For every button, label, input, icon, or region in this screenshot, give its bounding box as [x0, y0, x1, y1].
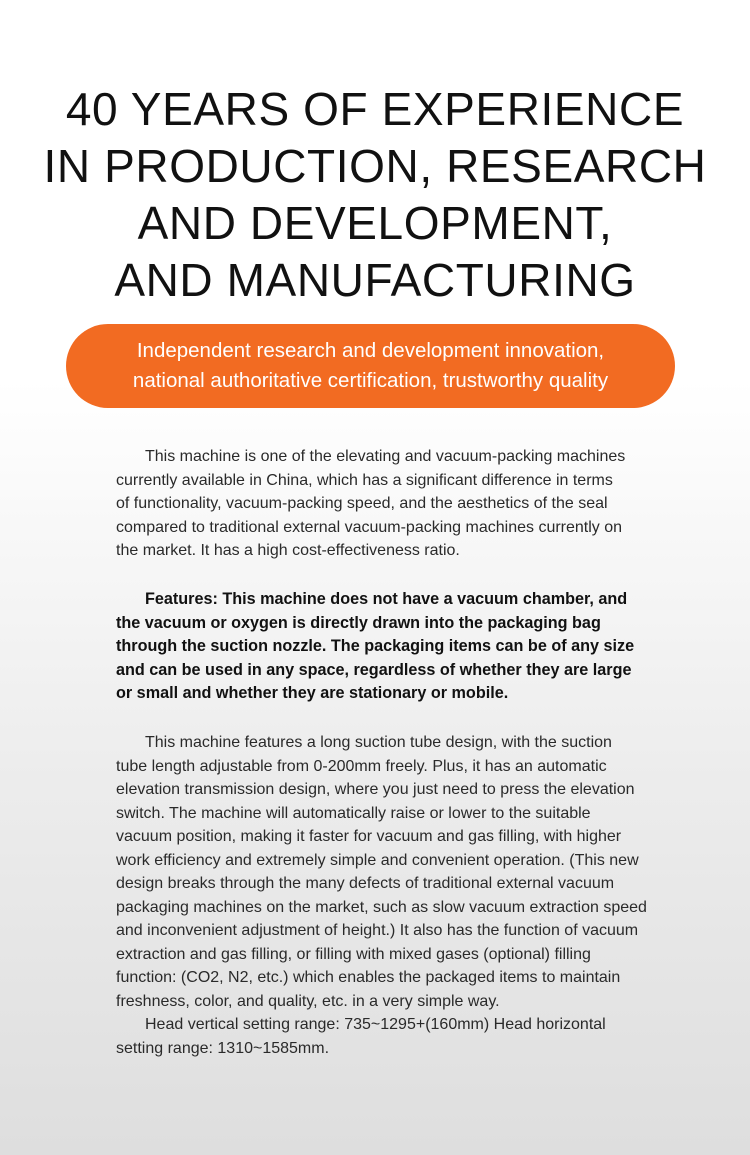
paragraph-line: function: (CO2, N2, etc.) which enables the packaged items to maintain	[116, 969, 621, 986]
paragraph-line: Features: This machine does not have a vacuum chamber, and	[145, 590, 628, 608]
intro-paragraph	[116, 445, 716, 563]
quality-badge	[66, 324, 675, 408]
paragraph-line: packaging machines on the market, such as slow vacuum extraction speed	[116, 898, 647, 916]
paragraph-line: or small and whether they are stationary or mobile.	[116, 684, 509, 702]
paragraph-line: design breaks through the many defects of traditional external vacuum	[116, 875, 615, 892]
headline-line: 40 YEARS OF EXPERIENCE	[65, 83, 685, 135]
paragraph-line: currently available in China, which has a significant difference in terms	[116, 471, 613, 489]
paragraph-line: freshness, color, and quality, etc. in a very simple way.	[116, 992, 500, 1010]
paragraph-line: and can be used in any space, regardless of whether they are large	[116, 660, 632, 679]
paragraph-line: tube length adjustable from 0-200mm freely. Plus, it has an automatic	[116, 757, 607, 775]
paragraph-line: Head vertical setting range: 735~1295+(160mm) Head horizontal	[145, 1016, 606, 1033]
paragraph-line: extraction and gas filling, or filling with mixed gases (optional) filling	[116, 945, 591, 963]
paragraph-line: the vacuum or oxygen is directly drawn into the packaging bag	[116, 613, 601, 632]
paragraph-line: the market. It has a high cost-effectiveness ratio.	[116, 542, 460, 559]
paragraph-line: switch. The machine will automatically raise or lower to the suitable	[116, 804, 591, 822]
paragraph-line: and inconvenient adjustment of height.) It also has the function of vacuum	[116, 922, 639, 939]
paragraph-line: work efficiency and extremely simple and convenient operation. (This new	[116, 851, 639, 869]
page-headline	[0, 81, 750, 309]
paragraph-line: compared to traditional external vacuum-packing machines currently on	[116, 518, 623, 536]
design-paragraph	[116, 731, 716, 1060]
headline-line: IN PRODUCTION, RESEARCH	[43, 140, 707, 192]
paragraph-line: This machine features a long suction tube design, with the suction	[145, 734, 612, 751]
paragraph-line: This machine is one of the elevating and vacuum-packing machines	[145, 448, 626, 465]
paragraph-line: of functionality, vacuum-packing speed, and the aesthetics of the seal	[116, 495, 608, 512]
headline-line: AND DEVELOPMENT,	[137, 197, 613, 249]
paragraph-line: elevation transmission design, where you just need to press the elevation	[116, 781, 635, 798]
headline-line: AND MANUFACTURING	[114, 254, 636, 306]
paragraph-line: vacuum position, making it faster for vacuum and gas filling, with higher	[116, 828, 622, 845]
badge-line: Independent research and development innovation,	[136, 339, 605, 362]
paragraph-line: setting range: 1310~1585mm.	[116, 1039, 330, 1057]
badge-line: national authoritative certification, trustworthy quality	[132, 369, 609, 392]
features-paragraph	[116, 588, 716, 706]
paragraph-line: through the suction nozzle. The packaging items can be of any size	[116, 637, 635, 655]
